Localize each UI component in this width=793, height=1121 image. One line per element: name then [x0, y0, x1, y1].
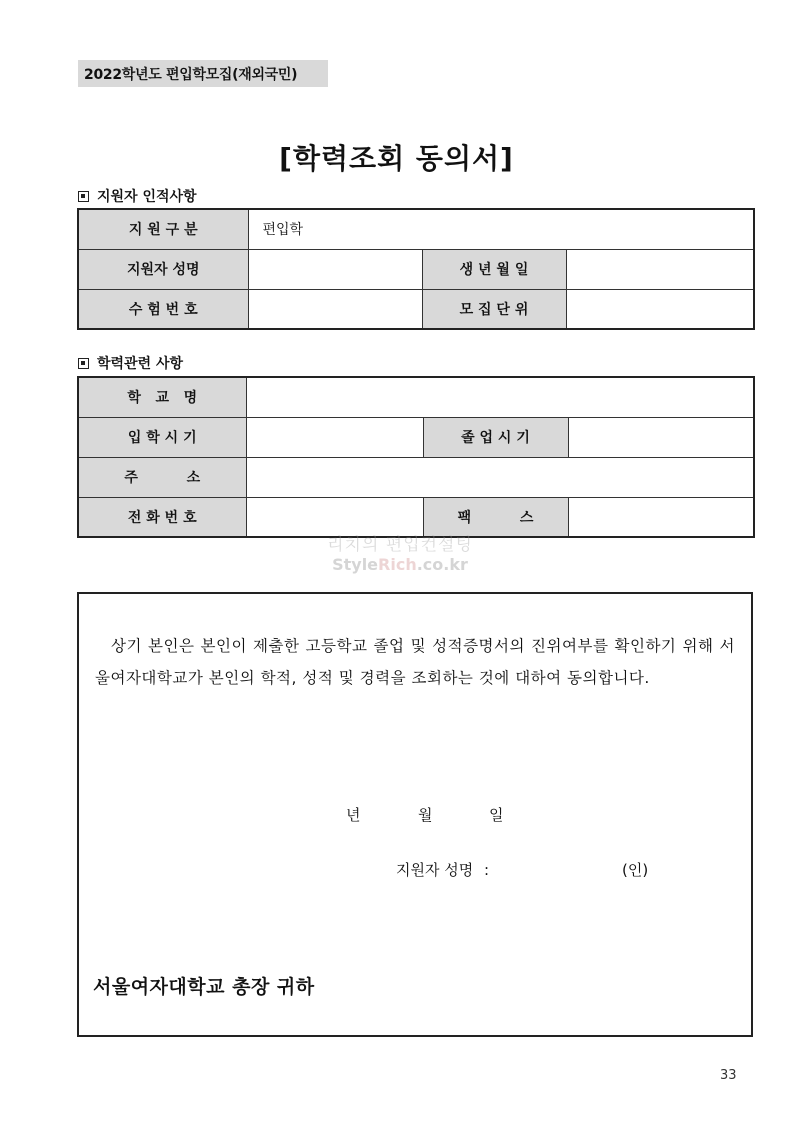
consent-box	[77, 592, 753, 1037]
watermark-style: Style	[332, 555, 379, 574]
watermark-line1: 리치의 편입컨설팅	[327, 535, 473, 555]
document-title: [학력조회 동의서]	[279, 142, 514, 175]
section-title-education	[78, 353, 183, 373]
table-row	[78, 497, 754, 537]
date-year-label: 년	[346, 806, 361, 824]
field-address[interactable]	[246, 457, 754, 497]
label-admission-date: 입 학 시 기	[78, 417, 246, 457]
date-day-label: 일	[489, 806, 504, 824]
field-exam-number[interactable]	[248, 289, 422, 329]
label-exam-number: 수 험 번 호	[78, 289, 248, 329]
section-title-personal	[78, 186, 197, 206]
table-row	[78, 249, 754, 289]
watermark-domain: .co.kr	[416, 555, 468, 574]
page-number: 33	[720, 1068, 737, 1083]
section-title-label: 지원자 인적사항	[97, 189, 197, 205]
label-applicant-name: 지원자 성명	[78, 249, 248, 289]
field-application-type[interactable]: 편입학	[248, 209, 754, 249]
label-phone: 전 화 번 호	[78, 497, 246, 537]
table-row	[78, 209, 754, 249]
square-bullet-icon	[78, 358, 89, 369]
label-school-name: 학 교 명	[78, 377, 246, 417]
square-bullet-icon	[78, 191, 89, 202]
label-recruit-unit: 모 집 단 위	[422, 289, 566, 329]
watermark-rich: Rich	[378, 555, 417, 574]
table-row	[78, 417, 754, 457]
label-address: 주 소	[78, 457, 246, 497]
table-row	[78, 289, 754, 329]
education-info-table	[77, 376, 755, 538]
label-fax: 팩 스	[423, 497, 568, 537]
header-tag: 2022학년도 편입학모집(재외국민)	[78, 60, 328, 87]
signature-label: 지원자 성명	[396, 861, 474, 879]
field-graduation-date[interactable]	[568, 417, 754, 457]
field-fax[interactable]	[568, 497, 754, 537]
label-birth-date: 생 년 월 일	[422, 249, 566, 289]
section-title-label: 학력관련 사항	[97, 356, 184, 372]
field-birth-date[interactable]	[566, 249, 754, 289]
signature-row	[396, 859, 656, 880]
watermark-line2	[300, 555, 500, 574]
table-row	[78, 377, 754, 417]
personal-info-table	[77, 208, 755, 330]
seal-label: (인)	[622, 861, 649, 879]
consent-statement: 상기 본인은 본인이 제출한 고등학교 졸업 및 성적증명서의 진위여부를 확인하기 위해 서울여자대학교가 본인의 학적, 성적 및 경력을 조회하는 것에 대하여 동의합니다.	[95, 637, 735, 687]
label-graduation-date: 졸 업 시 기	[423, 417, 568, 457]
date-month-label: 월	[418, 806, 433, 824]
addressee: 서울여자대학교 총장 귀하	[93, 976, 315, 998]
field-recruit-unit[interactable]	[566, 289, 754, 329]
label-application-type: 지 원 구 분	[78, 209, 248, 249]
field-school-name[interactable]	[246, 377, 754, 417]
field-applicant-name[interactable]	[248, 249, 422, 289]
field-phone[interactable]	[246, 497, 423, 537]
table-row	[78, 457, 754, 497]
field-admission-date[interactable]	[246, 417, 423, 457]
signature-colon: :	[484, 861, 490, 879]
consent-text-block	[95, 630, 735, 694]
